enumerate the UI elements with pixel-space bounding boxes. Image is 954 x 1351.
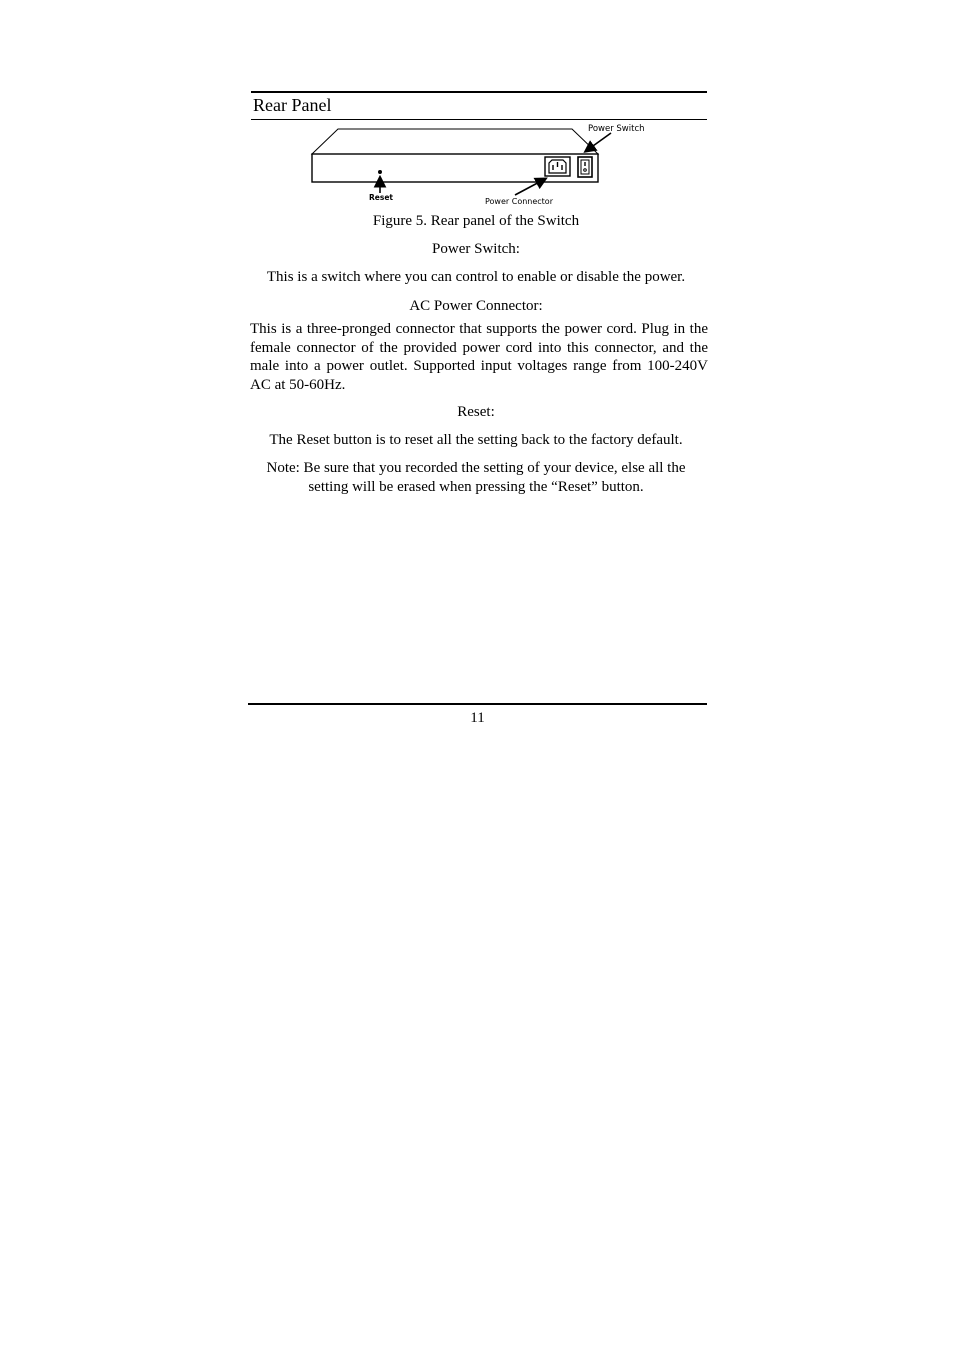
ac-power-heading: AC Power Connector: — [409, 298, 543, 314]
footer-rule — [248, 703, 707, 705]
power-switch-label: Power Switch — [588, 124, 645, 134]
page-number: 11 — [470, 710, 485, 726]
power-switch-icon — [578, 157, 592, 177]
power-connector-label: Power Connector — [485, 197, 553, 206]
power-connector-icon — [545, 157, 570, 176]
reset-hole-icon — [378, 170, 382, 174]
rear-panel-figure — [300, 120, 660, 210]
power-switch-heading: Power Switch: — [432, 241, 520, 257]
reset-label: Reset — [369, 193, 393, 202]
reset-heading: Reset: — [457, 404, 495, 420]
ac-power-text: This is a three-pronged connector that supports the power cord. Plug in the female connector of the provided power cord into this connector, and the male into a power outlet. Supported input voltages range from 100-240V AC at 50-60Hz. — [250, 321, 708, 393]
power-switch-text: This is a switch where you can control to enable or disable the power. — [266, 269, 686, 285]
reset-text: The Reset button is to reset all the setting back to the factory default. — [269, 432, 683, 448]
figure-caption: Figure 5. Rear panel of the Switch — [372, 213, 580, 229]
section-title: Rear Panel — [253, 95, 332, 115]
header-top-rule — [251, 91, 707, 93]
power-switch-arrow — [586, 133, 611, 151]
chassis-top — [312, 129, 598, 154]
reset-note: Note: Be sure that you recorded the setting of your device, else all the setting will be erased when pressing the “Reset” button. — [266, 460, 686, 495]
